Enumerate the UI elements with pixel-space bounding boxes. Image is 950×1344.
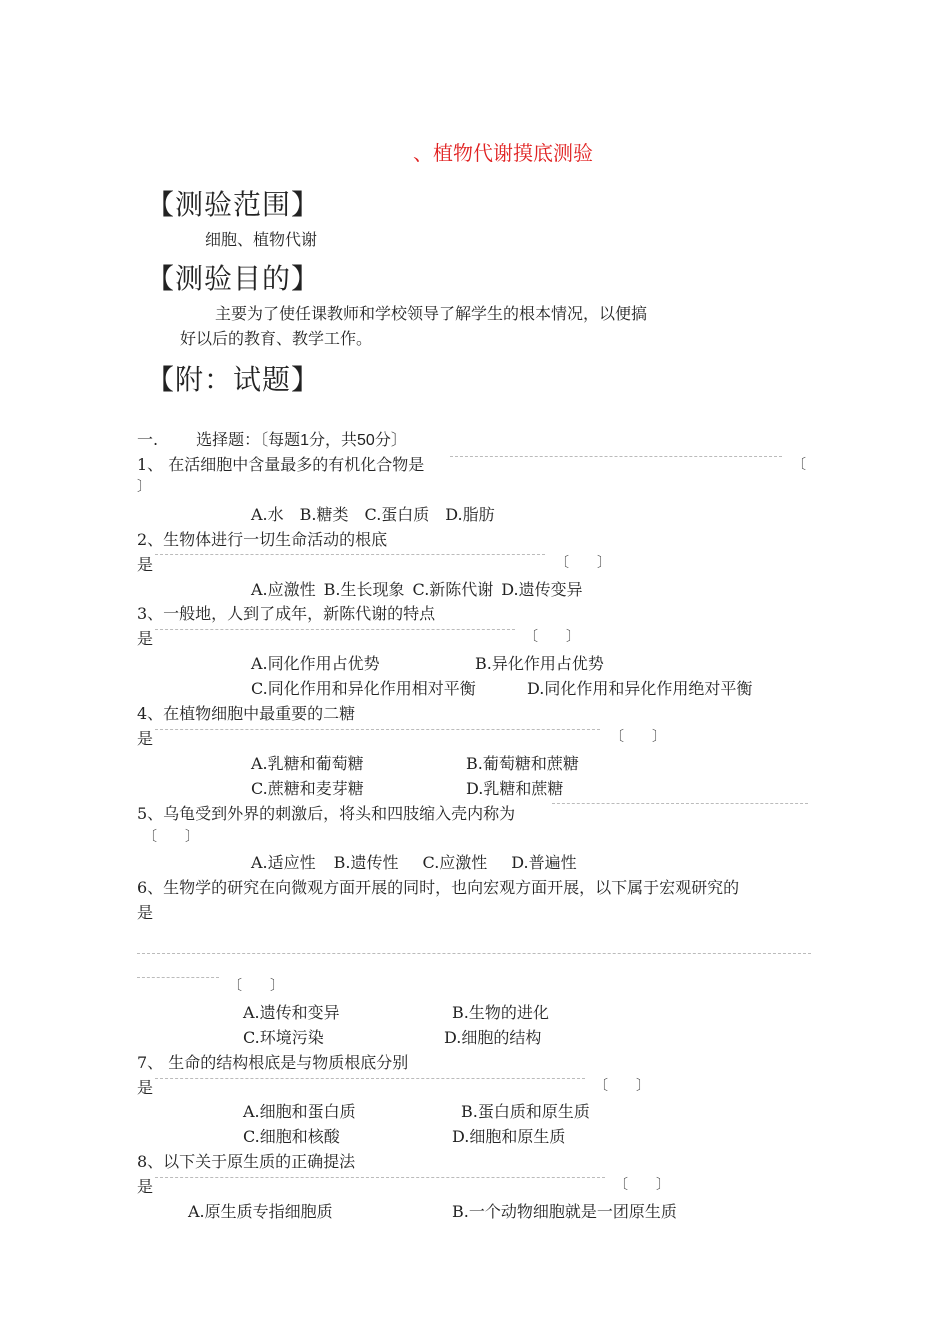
question-7-option-a: A.细胞和蛋白质 (243, 1102, 356, 1121)
question-3-stem: 3、一般地，人到了成年，新陈代谢的特点 (137, 604, 436, 623)
page-title: 、植物代谢摸底测验 (413, 141, 593, 165)
question-3-option-a: A.同化作用占优势 (251, 654, 380, 673)
question-1-stem: 1、 在活细胞中含量最多的有机化合物是 (137, 455, 425, 474)
question-7-option-b: B.蛋白质和原生质 (461, 1102, 590, 1121)
question-6-stem: 6、生物学的研究在向微观方面开展的同时，也向宏观方面开展，以下属于宏观研究的 (137, 878, 740, 897)
section-score-total: 50 (357, 432, 375, 449)
answer-paren: 〔 〕 (610, 729, 666, 745)
answer-paren-open: 〔 (792, 457, 806, 473)
option: B.遗传性 (333, 853, 399, 872)
question-7-option-c: C.细胞和核酸 (243, 1127, 340, 1146)
answer-paren: 〔 〕 (228, 978, 284, 994)
question-7-option-d: D.细胞和原生质 (452, 1127, 566, 1146)
section-score-each: 1 (300, 432, 310, 449)
answer-line (137, 977, 219, 978)
question-2-stem: 2、生物体进行一切生命活动的根底 (137, 530, 388, 549)
option: C.新陈代谢 (412, 580, 494, 599)
option: C.应激性 (422, 853, 488, 872)
question-6-option-b: B.生物的进化 (452, 1003, 549, 1022)
question-2-options (251, 577, 583, 600)
answer-paren: 〔 〕 (594, 1078, 650, 1094)
answer-line (450, 456, 782, 457)
question-8-option-b: B.一个动物细胞就是一团原生质 (452, 1202, 677, 1221)
appendix-heading: 【附：试题】 (146, 363, 321, 396)
answer-line (155, 1177, 605, 1178)
answer-paren-close: 〕 (137, 479, 151, 495)
answer-line (552, 803, 808, 804)
question-3-stem-end: 是 (137, 629, 154, 648)
question-4-option-d: D.乳糖和蔗糖 (466, 779, 564, 798)
question-8-stem-end: 是 (137, 1177, 154, 1196)
question-5-stem: 5、乌龟受到外界的刺激后，将头和四肢缩入壳内称为 (137, 804, 516, 823)
answer-line (155, 629, 515, 630)
section-end: 分〕 (374, 430, 407, 449)
option: D.脂肪 (445, 505, 495, 524)
question-6-option-c: C.环境污染 (243, 1028, 324, 1047)
option: A.水 (251, 505, 284, 524)
question-3-option-c: C.同化作用和异化作用相对平衡 (251, 679, 476, 698)
question-1-options (251, 502, 495, 525)
question-6-option-a: A.遗传和变异 (243, 1003, 340, 1022)
question-7-stem-end: 是 (137, 1078, 154, 1097)
option: A.应激性 (251, 580, 316, 599)
section-header (137, 427, 407, 450)
option: C.蛋白质 (364, 505, 430, 524)
question-4-stem: 4、在植物细胞中最重要的二糖 (137, 704, 356, 723)
purpose-line-1: 主要为了使任课教师和学校领导了解学生的根本情况，以便搞 (215, 304, 648, 323)
answer-paren: 〔 〕 (555, 555, 611, 571)
option: B.生长现象 (323, 580, 405, 599)
question-7-stem: 7、 生命的结构根底是与物质根底分别 (137, 1053, 409, 1072)
question-4-option-c: C.蔗糖和麦芽糖 (251, 779, 364, 798)
purpose-line-2: 好以后的教育、教学工作。 (180, 329, 373, 348)
question-4-stem-end: 是 (137, 729, 154, 748)
question-4-option-b: B.葡萄糖和蔗糖 (466, 754, 579, 773)
answer-paren: 〔 〕 (614, 1177, 670, 1193)
purpose-heading: 【测验目的】 (146, 262, 321, 295)
answer-line (155, 554, 545, 555)
question-3-option-b: B.异化作用占优势 (475, 654, 604, 673)
option: D.遗传变异 (501, 580, 583, 599)
answer-paren: 〔 〕 (524, 629, 580, 645)
option: B.糖类 (299, 505, 349, 524)
question-8-option-a: A.原生质专指细胞质 (188, 1202, 333, 1221)
question-5-options (251, 850, 577, 873)
question-4-option-a: A.乳糖和葡萄糖 (251, 754, 364, 773)
answer-line (137, 953, 811, 954)
section-number: 一. (137, 430, 159, 449)
answer-paren: 〔 〕 (143, 829, 199, 845)
scope-text: 细胞、植物代谢 (205, 230, 318, 249)
answer-line (155, 729, 600, 730)
question-2-stem-end: 是 (137, 555, 154, 574)
question-6-stem-end: 是 (137, 903, 154, 922)
option: A.适应性 (251, 853, 316, 872)
question-3-option-d: D.同化作用和异化作用绝对平衡 (527, 679, 753, 698)
scope-heading: 【测验范围】 (146, 188, 321, 221)
option: D.普遍性 (511, 853, 577, 872)
answer-line (155, 1078, 585, 1079)
section-mid: 分，共 (309, 430, 358, 449)
question-8-stem: 8、以下关于原生质的正确提法 (137, 1152, 356, 1171)
section-label: 选择题：〔每题 (196, 430, 301, 449)
question-6-option-d: D.细胞的结构 (444, 1028, 542, 1047)
